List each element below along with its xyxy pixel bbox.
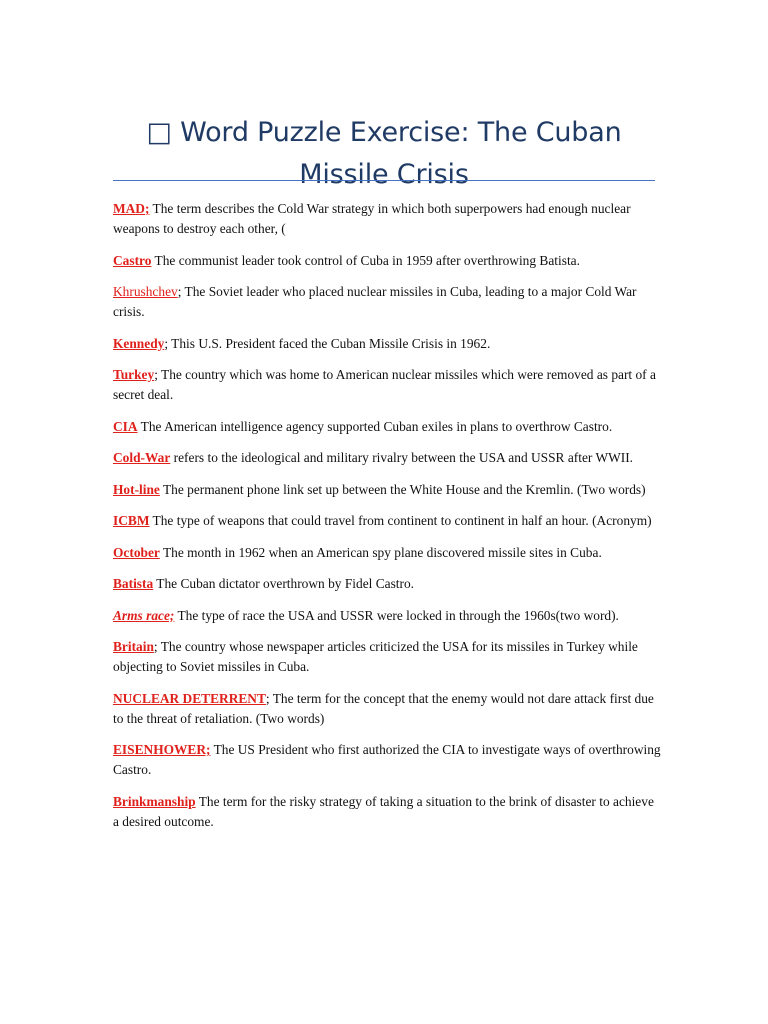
term-entry <box>113 199 661 239</box>
term-definition: The month in 1962 when an American spy plane discovered missile sites in Cuba. <box>159 544 602 560</box>
term-entry <box>113 282 661 322</box>
term-word: ICBM <box>113 513 150 528</box>
term-definition: The term for the risky strategy of taking a situation to the brink of disaster to achieve a desired outcome. <box>113 793 654 829</box>
term-definition: ; The country which was home to American nuclear missiles which were removed as part of a secret deal. <box>113 367 656 402</box>
term-word: CIA <box>113 418 138 434</box>
term-word: October <box>113 544 160 560</box>
term-word: Britain <box>113 639 154 654</box>
term-definition: The communist leader took control of Cuba in 1959 after overthrowing Batista. <box>151 252 580 268</box>
placeholder-glyph-icon: □ <box>146 117 172 149</box>
term-word: Arms race; <box>113 607 175 623</box>
term-entry <box>113 417 661 437</box>
term-entry <box>113 511 661 531</box>
term-word: Turkey <box>113 367 155 382</box>
term-entry <box>113 637 661 677</box>
term-definition: ; The term for the concept that the enemy would not dare attack first due to the threat of retaliation. (Two words) <box>113 690 654 726</box>
term-word: Hot-line <box>113 481 160 497</box>
term-definition: The American intelligence agency supported Cuban exiles in plans to overthrow Castro. <box>137 418 613 434</box>
term-entry <box>113 574 661 594</box>
term-word: Cold-War <box>113 450 171 465</box>
document-title <box>113 112 655 196</box>
term-definition: The term describes the Cold War strategy in which both superpowers had enough nuclear weapons to destroy each other, ( <box>113 201 631 236</box>
term-definition: The type of weapons that could travel from continent to continent in half an hour. (Acronym) <box>149 513 652 528</box>
term-entry <box>113 792 661 832</box>
term-definition: ; The country whose newspaper articles criticized the USA for its missiles in Turkey while objecting to Soviet missiles in Cuba. <box>113 639 638 674</box>
term-word: Castro <box>113 252 152 268</box>
term-definition: The type of race the USA and USSR were locked in through the 1960s(two word). <box>174 607 619 623</box>
term-definition: The US President who first authorized the CIA to investigate ways of overthrowing Castro. <box>113 742 661 777</box>
term-entry <box>113 448 661 468</box>
term-word: Khrushchev <box>113 284 178 299</box>
term-word: Kennedy <box>113 335 165 351</box>
term-definition: refers to the ideological and military rivalry between the USA and USSR after WWII. <box>170 450 634 465</box>
term-entry <box>113 740 661 780</box>
term-entry <box>113 365 661 405</box>
term-entry <box>113 606 661 626</box>
term-entry <box>113 543 661 563</box>
title-divider <box>113 180 655 181</box>
term-definition: The Cuban dictator overthrown by Fidel Castro. <box>153 576 415 591</box>
term-word: NUCLEAR DETERRENT <box>113 690 266 706</box>
term-definition: ; The Soviet leader who placed nuclear missiles in Cuba, leading to a major Cold War crisis. <box>113 284 637 319</box>
term-list <box>113 199 661 843</box>
term-punct: ; <box>144 201 150 216</box>
term-entry <box>113 480 661 500</box>
term-word: Brinkmanship <box>113 793 196 809</box>
term-definition: The permanent phone link set up between the White House and the Kremlin. (Two words) <box>159 481 646 497</box>
term-entry <box>113 334 661 354</box>
term-definition: ; This U.S. President faced the Cuban Missile Crisis in 1962. <box>164 335 491 351</box>
term-word: EISENHOWER; <box>113 742 211 757</box>
term-word: Batista <box>113 576 154 591</box>
term-entry <box>113 251 661 271</box>
document-title-text: Word Puzzle Exercise: The Cuban Missile Crisis <box>180 117 622 191</box>
term-word: MAD <box>113 201 145 216</box>
term-entry <box>113 689 661 729</box>
